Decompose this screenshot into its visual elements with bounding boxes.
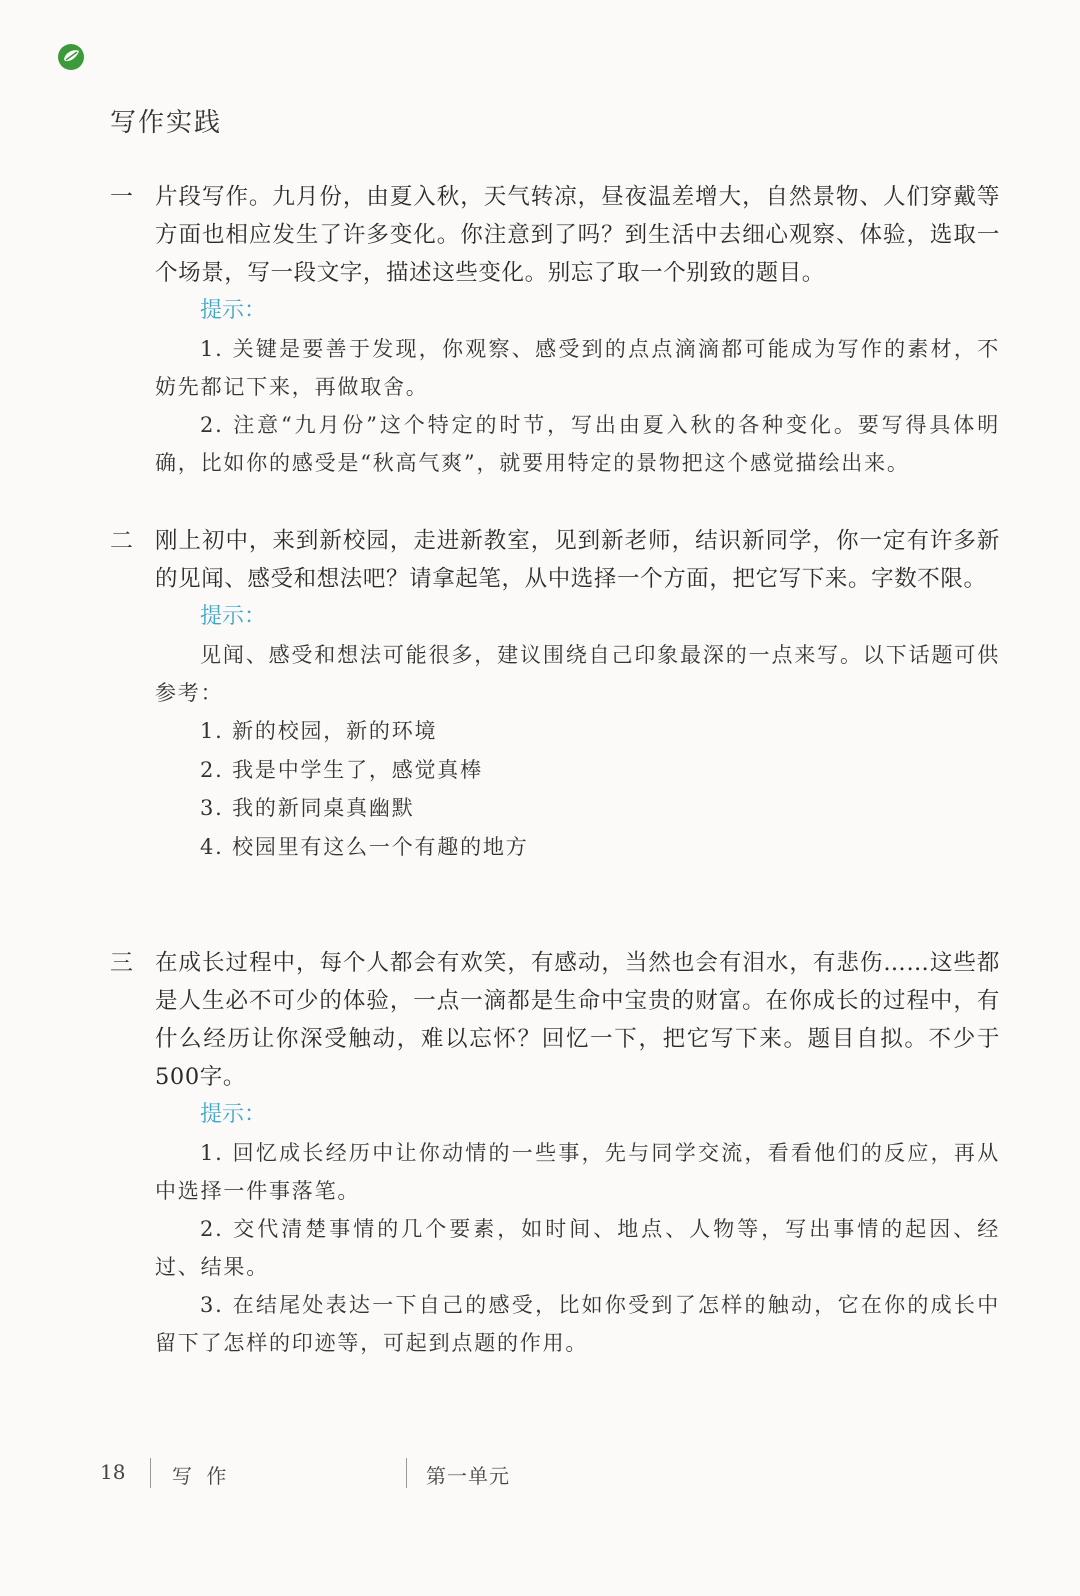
topic-item: 3. 我的新同桌真幽默 — [200, 796, 415, 820]
hint-item: 2. 交代清楚事情的几个要素，如时间、地点、人物等，写出事情的起因、经过、结果。 — [155, 1217, 1000, 1279]
task-1 — [110, 178, 1000, 482]
page-number: 18 — [100, 1460, 126, 1484]
task-number: 三 — [110, 950, 133, 976]
footer-divider — [406, 1458, 407, 1488]
hint-item: 2. 注意“九月份”这个特定的时节，写出由夏入秋的各种变化。要写得具体明确，比如你的感受是“秋高气爽”，就要用特定的景物把这个感觉描绘出来。 — [155, 413, 1000, 475]
topic-item: 1. 新的校园，新的环境 — [200, 719, 438, 743]
hint-item: 1. 关键是要善于发现，你观察、感受到的点点滴滴都可能成为写作的素材，不妨先都记下来，再做取舍。 — [155, 337, 1000, 399]
task-body: 刚上初中，来到新校园，走进新教室，见到新老师，结识新同学，你一定有许多新的见闻、感受和想法吧？请拿起笔，从中选择一个方面，把它写下来。字数不限。 — [155, 528, 1000, 592]
hint-item: 1. 回忆成长经历中让你动情的一些事，先与同学交流，看看他们的反应，再从中选择一件事落笔。 — [155, 1141, 1000, 1203]
topic-item: 4. 校园里有这么一个有趣的地方 — [200, 834, 529, 859]
footer-section: 写 作 — [172, 1464, 231, 1488]
task-body: 在成长过程中，每个人都会有欢笑，有感动，当然也会有泪水，有悲伤……这些都是人生必不可少的体验，一点一滴都是生命中宝贵的财富。在你成长的过程中，有什么经历让你深受触动，难以忘怀？回忆一下，把它写下来。题目自拟。不少于500字。 — [155, 950, 1000, 1090]
section-title: 写作实践 — [110, 108, 223, 138]
hint-label: 提示： — [200, 604, 267, 629]
hint-intro: 见闻、感受和想法可能很多，建议围绕自己印象最深的一点来写。以下话题可供参考： — [155, 643, 1000, 705]
hint-item: 3. 在结尾处表达一下自己的感受，比如你受到了怎样的触动，它在你的成长中留下了怎样的印迹等，可起到点题的作用。 — [155, 1293, 1000, 1355]
hint-label: 提示： — [200, 1102, 267, 1127]
task-2 — [110, 522, 1000, 866]
task-body: 片段写作。九月份，由夏入秋，天气转凉，昼夜温差增大，自然景物、人们穿戴等方面也相应发生了许多变化。你注意到了吗？到生活中去细心观察、体验，选取一个场景，写一段文字，描述这些变化。别忘了取一个别致的题目。 — [155, 184, 1000, 286]
leaf-circle-icon — [56, 42, 86, 72]
task-number: 二 — [110, 528, 133, 554]
task-number: 一 — [110, 184, 133, 210]
topic-item: 2. 我是中学生了，感觉真棒 — [200, 757, 483, 782]
task-3 — [110, 944, 1000, 1362]
hint-label: 提示： — [200, 298, 267, 323]
footer-unit: 第一单元 — [426, 1464, 510, 1488]
footer-divider — [150, 1458, 151, 1488]
